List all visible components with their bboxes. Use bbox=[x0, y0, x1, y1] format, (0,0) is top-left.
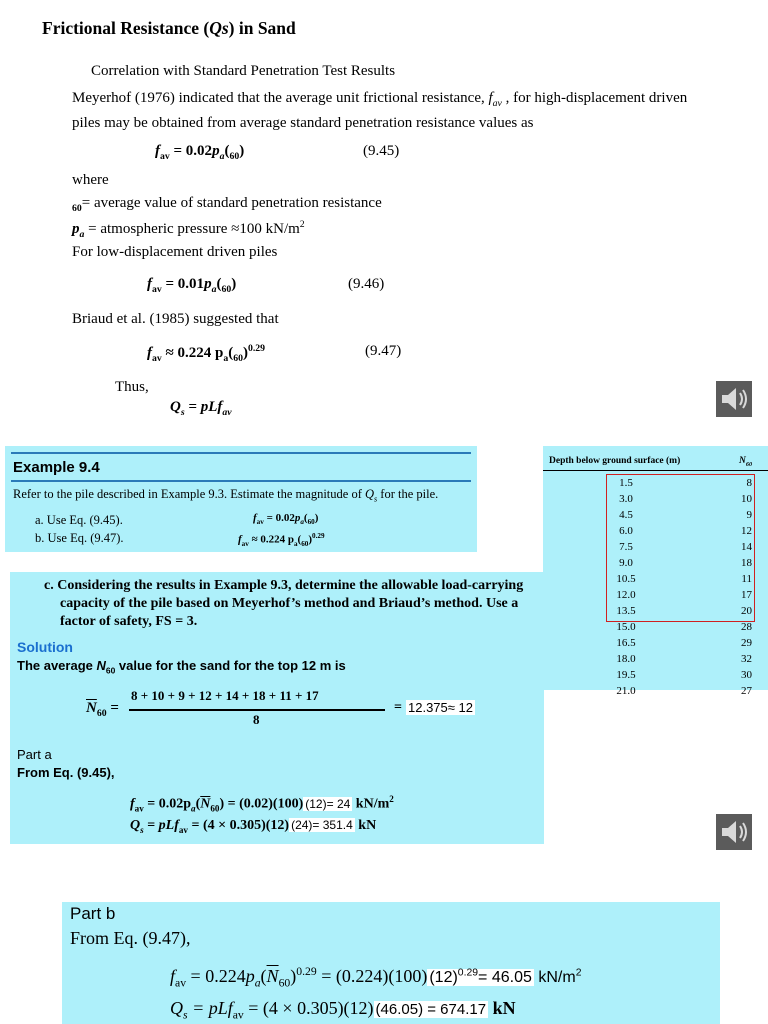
equation-number: (9.45) bbox=[363, 143, 400, 159]
table-cell-n60: 12 bbox=[741, 525, 752, 537]
table-cell-depth: 9.0 bbox=[619, 557, 633, 569]
fraction-numerator: 8 + 10 + 9 + 12 + 14 + 18 + 11 + 17 bbox=[131, 688, 319, 703]
table-cell-n60: 29 bbox=[741, 637, 752, 649]
example-prompt: Refer to the pile described in Example 9.3. Estimate the magnitude of $Q_s$ for the pile. bbox=[13, 487, 439, 504]
speaker-icon[interactable] bbox=[716, 381, 752, 417]
table-cell-n60: 8 bbox=[746, 477, 752, 489]
equation-9-45: $f_{av} = 0.02p_a(_{60})$ bbox=[155, 143, 245, 162]
part-b-panel bbox=[62, 902, 720, 1024]
from-eq-945: From Eq. (9.45), bbox=[17, 765, 115, 780]
table-header bbox=[543, 446, 768, 471]
table-cell-depth: 10.5 bbox=[616, 573, 636, 585]
solution-label: Solution bbox=[17, 639, 73, 655]
fav-part-a: $f_{av} = 0.02p_a(\overline{N}_{60}) = (0.02)(100)$ (12)= 24 $kN/m^2$ bbox=[130, 794, 394, 814]
spt-table bbox=[543, 446, 768, 697]
table-cell-n60: 27 bbox=[741, 685, 752, 697]
table-cell-n60: 28 bbox=[741, 621, 752, 633]
definition-n60: $_{60}$= average value of standard penetration resistance bbox=[72, 195, 382, 214]
table-cell-n60: 18 bbox=[741, 557, 752, 569]
table-cell-depth: 13.5 bbox=[616, 605, 636, 617]
table-cell-depth: 6.0 bbox=[619, 525, 633, 537]
part-a-label: Part a bbox=[17, 747, 52, 762]
example-item-c: c. Considering the results in Example 9.3, determine the allowable load-carrying bbox=[44, 578, 524, 593]
solution-panel bbox=[10, 572, 544, 844]
column-depth: Depth below ground surface (m) bbox=[549, 456, 681, 466]
example-item-c-line-2: capacity of the pile based on Meyerhof’s method and Briaud’s method. Use a bbox=[60, 596, 519, 611]
definition-pa: $p_a$ = atmospheric pressure ≈100 $kN/m^2$ bbox=[72, 219, 305, 240]
example-eq-a: $f_{av} = 0.02p_a(_{60})$ bbox=[253, 512, 319, 527]
from-eq-947: From Eq. (9.47), bbox=[70, 928, 191, 948]
fraction-denominator: 8 bbox=[253, 712, 260, 727]
table-cell-depth: 12.0 bbox=[616, 589, 636, 601]
table-cell-depth: 19.5 bbox=[616, 669, 636, 681]
example-item-a: a. Use Eq. (9.45). bbox=[35, 513, 123, 527]
table-cell-depth: 3.0 bbox=[619, 493, 633, 505]
intro-line-1: Meyerhof (1976) indicated that the average unit frictional resistance, $f_{av}$ , for high-displacement driven bbox=[72, 90, 688, 109]
section-heading: Correlation with Standard Penetration Test Results bbox=[91, 63, 396, 79]
nbar-result: 12.375≈ 12 bbox=[408, 700, 473, 715]
low-displacement-text: For low-displacement driven piles bbox=[72, 244, 278, 260]
table-cell-depth: 16.5 bbox=[616, 637, 636, 649]
qs-equation: $Q_s = pLf_{av}$ bbox=[170, 399, 232, 418]
table-cell-depth: 4.5 bbox=[619, 509, 633, 521]
example-eq-b: $f_{av} \approx 0.224$ $p_a(_{60})^{0.29}$ bbox=[238, 532, 325, 548]
table-cell-n60: 20 bbox=[741, 605, 752, 617]
table-cell-n60: 10 bbox=[741, 493, 752, 505]
table-cell-depth: 7.5 bbox=[619, 541, 633, 553]
qs-part-b: $Q_s = pLf_{av} = (4 \times 0.305)(12) (46.05) = 674.17$ kN bbox=[170, 998, 516, 1022]
fraction-bar bbox=[129, 709, 385, 711]
fav-part-b: $f_{av} = 0.224p_a(\overline{N}_{60})^{0.29} = (0.224)(100)$ $(12)^{0.29}= 46.05$ $kN/m^2$ bbox=[170, 965, 582, 990]
where-label: where bbox=[72, 172, 109, 188]
example-item-c-line-3: factor of safety, FS = 3. bbox=[60, 614, 198, 629]
table-cell-n60: 9 bbox=[746, 509, 752, 521]
table-cell-n60: 17 bbox=[741, 589, 752, 601]
equation-9-46: $f_{av} = 0.01p_a(_{60})$ bbox=[147, 276, 237, 295]
intro-line-2: piles may be obtained from average standard penetration resistance values as bbox=[72, 115, 534, 131]
equation-number: (9.46) bbox=[348, 276, 385, 292]
column-n60: $N_{60}$ bbox=[739, 456, 753, 468]
table-cell-n60: 11 bbox=[741, 573, 752, 585]
part-b-label: Part b bbox=[70, 904, 116, 923]
example-panel bbox=[5, 446, 477, 552]
thus-label: Thus, bbox=[115, 379, 149, 395]
equals-sign: = bbox=[394, 700, 402, 715]
equation-number: (9.47) bbox=[365, 343, 402, 359]
table-cell-n60: 32 bbox=[741, 653, 752, 665]
table-cell-n60: 14 bbox=[741, 541, 752, 553]
page-title: Frictional Resistance (Qs) in Sand bbox=[42, 18, 296, 38]
nbar-symbol: $\overline{N}_{60}$ = bbox=[86, 700, 119, 719]
table-cell-depth: 1.5 bbox=[619, 477, 633, 489]
equation-9-47: $f_{av} \approx 0.224$ $p_a(_{60})^{0.29}$ bbox=[147, 343, 266, 364]
table-cell-depth: 21.0 bbox=[616, 685, 636, 697]
average-n60-text: The average $N_{60}$ value for the sand for the top 12 m is bbox=[17, 658, 346, 676]
speaker-icon[interactable] bbox=[716, 814, 752, 850]
table-cell-depth: 15.0 bbox=[616, 621, 636, 633]
table-cell-n60: 30 bbox=[741, 669, 752, 681]
example-item-b: b. Use Eq. (9.47). bbox=[35, 531, 124, 545]
briaud-text: Briaud et al. (1985) suggested that bbox=[72, 311, 279, 327]
example-title: Example 9.4 bbox=[13, 459, 100, 476]
qs-part-a: $Q_s = pLf_{av} = (4 \times 0.305)(12)$ (24)= 351.4 kN bbox=[130, 818, 377, 835]
table-cell-depth: 18.0 bbox=[616, 653, 636, 665]
